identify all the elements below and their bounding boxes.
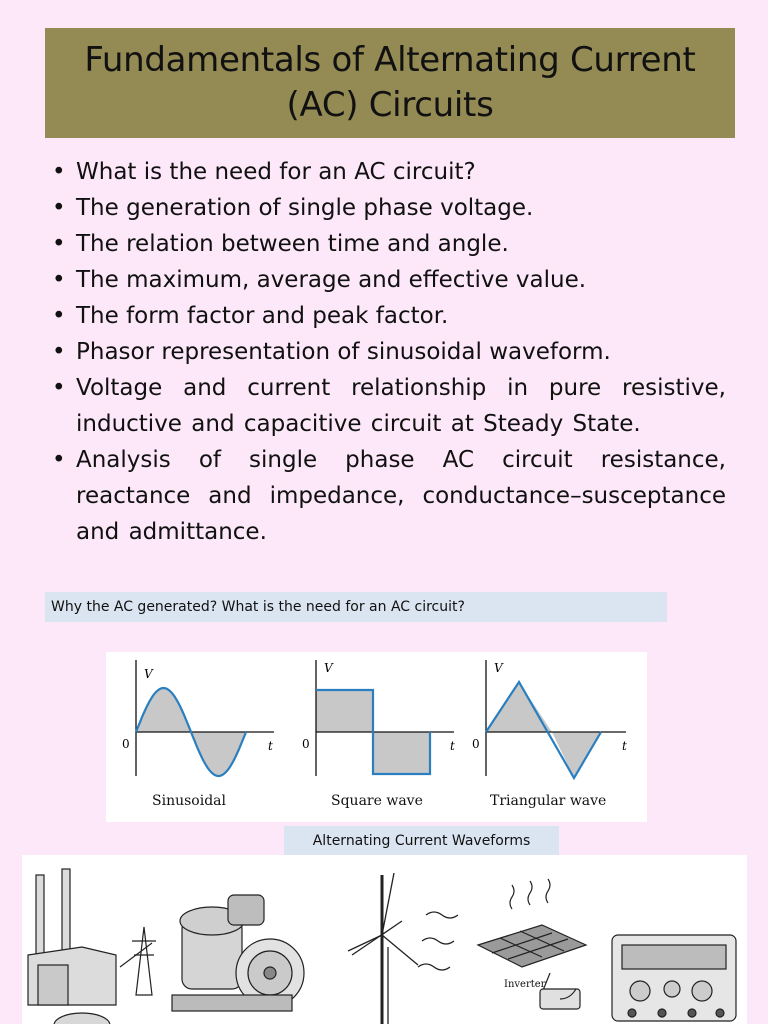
list-item: • The maximum, average and effective value. [52, 262, 726, 298]
square-fill-negative [373, 732, 430, 774]
square-v-label: V [324, 661, 333, 675]
bullet-icon: • [52, 231, 66, 257]
ac-sources-drawing [22, 855, 747, 1024]
generator-icon [172, 895, 304, 1011]
list-item: • Voltage and current relationship in pure resistive, inductive and capacitive circuit at Steady State. [52, 370, 726, 442]
sine-v-label: V [144, 667, 153, 681]
title-banner [45, 28, 735, 138]
triangle-v-label: V [494, 661, 503, 675]
square-waveform [302, 660, 455, 776]
list-item: • Analysis of single phase AC circuit resistance, reactance and impedance, conductance–susceptance and admittance. [52, 442, 726, 550]
square-origin-label: 0 [302, 737, 310, 751]
triangle-t-label: t [622, 739, 627, 753]
power-plant-icon [28, 869, 156, 1024]
triangular-waveform [472, 660, 627, 778]
triangle-fill-negative [552, 732, 601, 778]
bullet-icon: • [52, 195, 66, 221]
title-line-2: (AC) Circuits [286, 85, 494, 125]
wind-turbine-icon [348, 873, 458, 1024]
square-t-label: t [450, 739, 455, 753]
topic-list [52, 154, 726, 550]
bullet-icon: • [52, 375, 66, 401]
sinusoidal-waveform [122, 660, 274, 776]
waveform-figure [106, 652, 647, 822]
bullet-icon: • [52, 159, 66, 185]
bullet-icon: • [52, 339, 66, 365]
sine-t-label: t [268, 739, 273, 753]
function-generator-icon [612, 935, 736, 1021]
ac-sources-figure [22, 855, 747, 1024]
list-item: • The form factor and peak factor. [52, 298, 726, 334]
bullet-icon: • [52, 447, 66, 473]
list-item: • The relation between time and angle. [52, 226, 726, 262]
caption-square-wave: Square wave [331, 793, 423, 809]
list-item: • Phasor representation of sinusoidal waveform. [52, 334, 726, 370]
caption-sinusoidal: Sinusoidal [152, 793, 226, 809]
bullet-icon: • [52, 267, 66, 293]
waveforms-caption: Alternating Current Waveforms [284, 826, 559, 856]
question-caption: Why the AC generated? What is the need for an AC circuit? [45, 592, 667, 622]
title-line-1: Fundamentals of Alternating Current [84, 40, 696, 80]
sine-origin-label: 0 [122, 737, 130, 751]
square-fill-positive [316, 690, 373, 732]
triangle-origin-label: 0 [472, 737, 480, 751]
bullet-icon: • [52, 303, 66, 329]
list-item: • The generation of single phase voltage. [52, 190, 726, 226]
list-item: • What is the need for an AC circuit? [52, 154, 726, 190]
caption-triangular-wave: Triangular wave [490, 793, 607, 809]
inverter-label: Inverter [504, 979, 546, 990]
